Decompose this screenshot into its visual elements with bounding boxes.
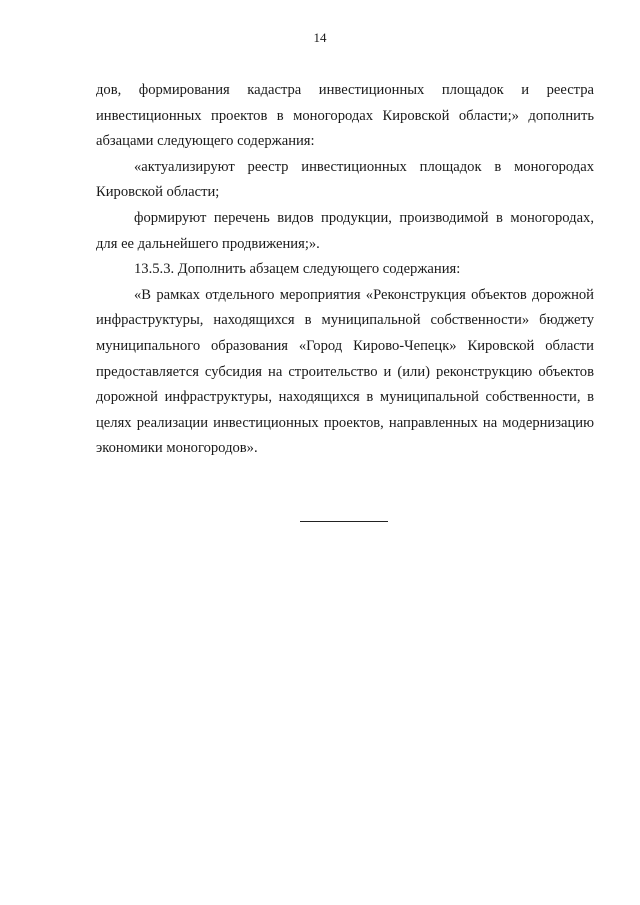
page-number: 14	[313, 30, 327, 45]
paragraph-product-list: формируют перечень видов продукции, производимой в моногородах, для ее дальнейшего продвижения;».	[96, 209, 594, 252]
paragraph-subsidy: «В рамках отдельного мероприятия «Реконструкция объектов дорожной инфраструктуры, находящихся в муниципальной собственности» бюджету муниципального образования «Город Кирово-Чепецк» Кировской области предоставляется субсидия на строительство и (или) реконструкцию объектов дорожной инфраструктуры, находящихся в муниципальной собственности, в целях реализации инвестиционных проектов, направленных на модернизацию экономики моногородов».	[96, 286, 594, 457]
paragraph-continuation: дов, формирования кадастра инвестиционных площадок и реестра инвестиционных проектов в моногородах Кировской области;» дополнить абзацами следующего содержания:	[96, 82, 594, 150]
closing-divider-line	[300, 521, 388, 522]
paragraph-quote-registry: «актуализируют реестр инвестиционных площадок в моногородах Кировской области;	[96, 158, 594, 201]
paragraph-section-13-5-3: 13.5.3. Дополнить абзацем следующего содержания:	[134, 261, 461, 278]
document-body	[96, 78, 594, 462]
